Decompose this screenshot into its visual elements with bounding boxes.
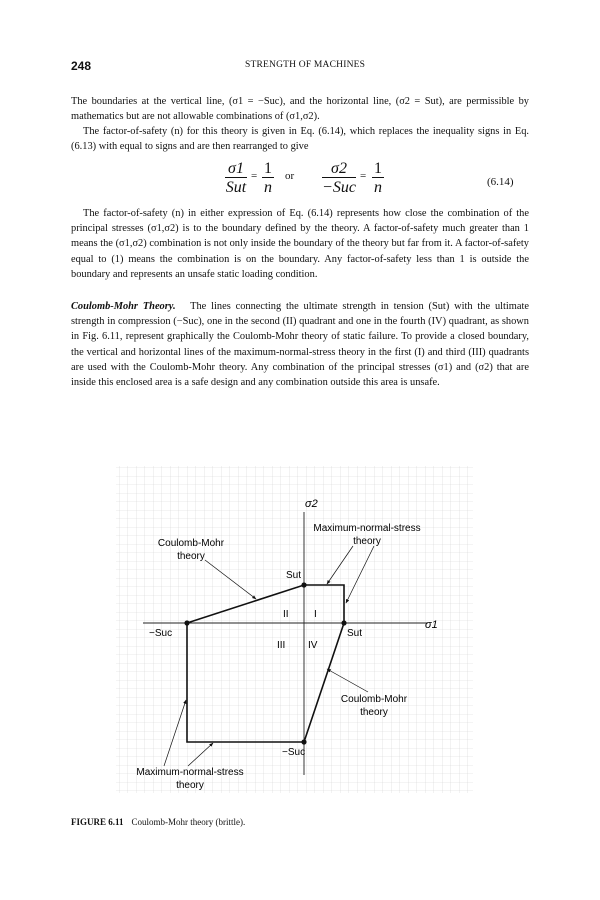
point-suc-bottom: [301, 739, 306, 744]
eq-right-equals: =: [360, 170, 367, 182]
eq-left-rhs-numerator: 1: [264, 160, 272, 177]
quadrant-iv-label: IV: [308, 640, 318, 651]
coulomb-mohr-body: The lines connecting the ultimate strength in tension (Sut) with the ultimate strength in compression (−Suc), one in the second (II) quadrant and one in the fourth (IV) quadrant, as shown in Fig. 6.11, represent graphically the Coulomb-Mohr theory of static failure. To provide a closed boundary, the vertical and horizontal lines of the maximum-normal-stress theory in the first (I) and third (III) quadrants are used with the Coulomb-Mohr theory. Any combination of the principal stresses (σ1) and (σ2) that are inside this enclosed area is a safe design and any combination outside this area is unsafe.: [71, 301, 529, 389]
eq-left-denominator: Sut: [225, 179, 247, 196]
figure-caption-label: FIGURE 6.11: [71, 817, 124, 827]
label-sut-top: Sut: [286, 570, 302, 581]
figure-caption-text: Coulomb-Mohr theory (brittle).: [131, 817, 246, 827]
paragraph-factor-of-safety-meaning: The factor-of-safety (n) in either expression of Eq. (6.14) represents how close the combination of the principal stresses (σ1,σ2) is to the boundary defined by the theory. A factor-of-safety much greater than 1 means the (σ1,σ2) combination is not only inside the boundary of the theory but far from it. A factor-of-safety equal to (1) means the combination is on the boundary. Any factor-of-safety less than 1 is outside the boundary and represents an unsafe static loading condition.: [71, 208, 529, 280]
eq-right-numerator: σ2: [331, 160, 347, 177]
eq-right-rhs-denominator: n: [374, 179, 382, 196]
eq-left-rhs-denominator: n: [264, 179, 272, 196]
eq-right-rhs-numerator: 1: [374, 160, 382, 177]
point-sut-top: [301, 582, 306, 587]
eq-left-numerator: σ1: [228, 160, 244, 177]
running-head: STRENGTH OF MACHINES: [245, 60, 366, 70]
sigma2-axis-label: σ2: [305, 498, 318, 510]
callout-cm-right-line1: Coulomb-Mohr: [340, 694, 408, 705]
section-heading-coulomb-mohr: Coulomb-Mohr Theory.: [71, 301, 176, 312]
eq-right-denominator: −Suc: [322, 179, 356, 196]
figure-caption: [71, 817, 245, 827]
label-suc-left: −Suc: [149, 628, 173, 639]
page-number: 248: [71, 59, 92, 73]
quadrant-i-label: I: [314, 609, 317, 620]
callout-mns-bottom-line2: theory: [176, 780, 204, 791]
quadrant-ii-label: II: [283, 609, 289, 620]
eq-left-equals: =: [251, 170, 258, 182]
quadrant-iii-label: III: [277, 640, 286, 651]
callout-cm-right-line2: theory: [360, 707, 388, 718]
equation-number: (6.14): [487, 176, 514, 188]
label-suc-bottom: −Suc: [282, 747, 306, 758]
callout-mns-bottom-line1: Maximum-normal-stress: [136, 767, 244, 778]
sigma1-axis-label: σ1: [425, 619, 438, 631]
point-suc-left: [184, 620, 189, 625]
callout-mns-top-line1: Maximum-normal-stress: [313, 523, 421, 534]
callout-cm-top-line2: theory: [177, 551, 205, 562]
paragraph-boundaries: The boundaries at the vertical line, (σ1 = −Suc), and the horizontal line, (σ2 = Sut), are permissible by mathematics but are not allowable combinations of (σ1,σ2).: [71, 96, 529, 123]
eq-or: or: [285, 170, 295, 182]
point-sut-right: [341, 620, 346, 625]
callout-cm-top-line1: Coulomb-Mohr: [157, 538, 225, 549]
callout-mns-top-line2: theory: [353, 536, 381, 547]
label-sut-right: Sut: [347, 628, 363, 639]
paragraph-factor-of-safety-intro: The factor-of-safety (n) for this theory is given in Eq. (6.14), which replaces the inequality signs in Eq. (6.13) with equal to signs and are then rearranged to give: [71, 126, 529, 153]
